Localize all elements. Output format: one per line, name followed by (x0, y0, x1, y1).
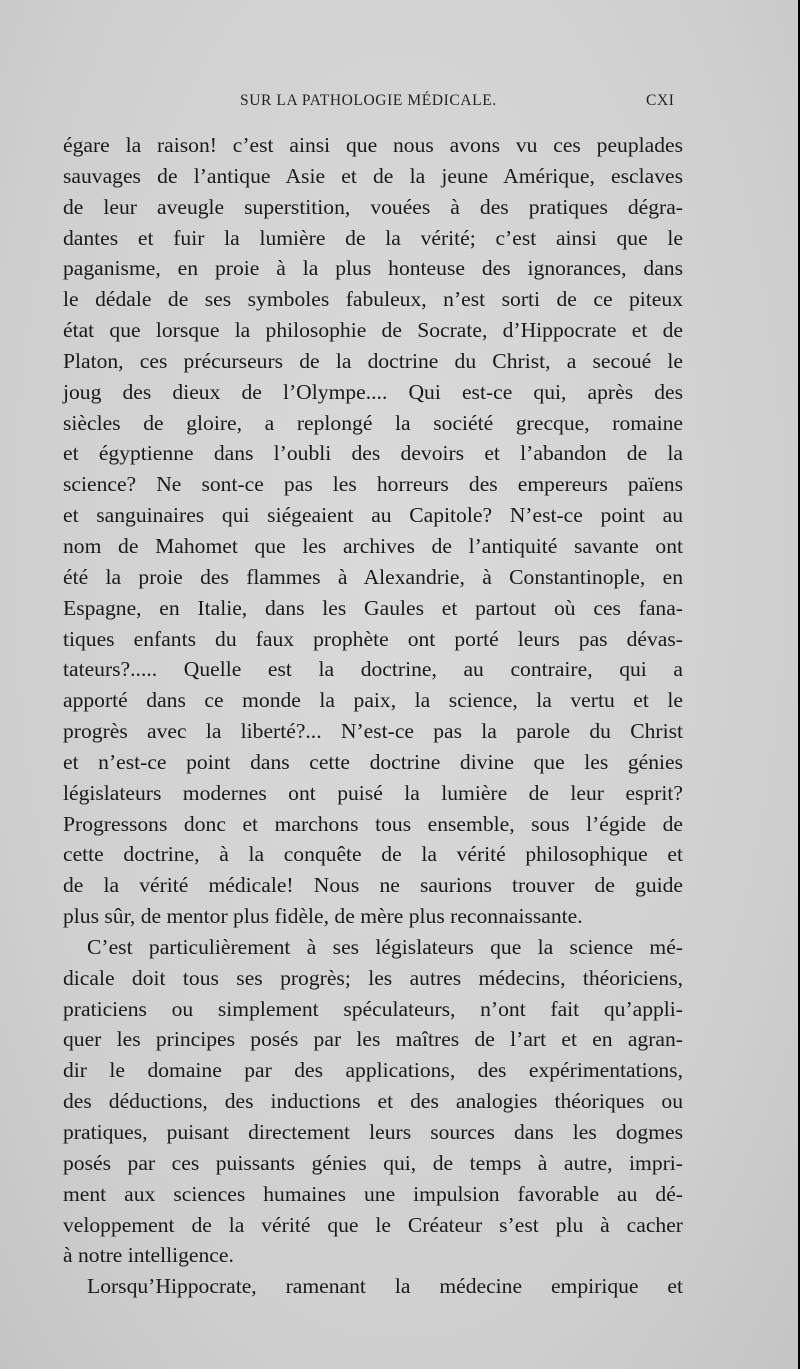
text-line: dicale doit tous ses progrès; les autres médecins, théoriciens, (63, 965, 683, 990)
text-line: égare la raison! c’est ainsi que nous avons vu ces peuplades (63, 133, 683, 157)
text-line: Platon, ces précurseurs de la doctrine du Christ, a secoué le (63, 348, 683, 373)
text-line: Espagne, en Italie, dans les Gaules et partout où ces fana- (63, 595, 683, 620)
text-line: sauvages de l’antique Asie et de la jeune Amérique, esclaves (63, 163, 683, 188)
text-line: et sanguinaires qui siégeaient au Capitole? N’est-ce point au (63, 503, 683, 528)
text-line: dir le domaine par des applications, des expérimentations, (63, 1058, 683, 1083)
text-line: de leur aveugle superstition, vouées à des pratiques dégra- (63, 194, 683, 219)
text-line: paganisme, en proie à la plus honteuse des ignorances, dans (63, 256, 683, 281)
text-line: le dédale de ses symboles fabuleux, n’est sorti de ce piteux (63, 287, 683, 312)
text-line: praticiens ou simplement spéculateurs, n’ont fait qu’appli- (63, 996, 683, 1021)
text-line: veloppement de la vérité que le Créateur s’est plu à cacher (63, 1212, 683, 1237)
text-line: tateurs?..... Quelle est la doctrine, au contraire, qui a (63, 657, 683, 682)
text-line: ment aux sciences humaines une impulsion favorable au dé- (63, 1181, 683, 1206)
text-line: Progressons donc et marchons tous ensemble, sous l’égide de (63, 811, 683, 836)
text-line: état que lorsque la philosophie de Socrate, d’Hippocrate et de (63, 318, 683, 343)
text-line: science? Ne sont-ce pas les horreurs des empereurs païens (63, 472, 683, 497)
page-number: CXI (646, 92, 675, 109)
text-line: progrès avec la liberté?... N’est-ce pas la parole du Christ (63, 719, 683, 744)
text-line: quer les principes posés par les maîtres de l’art et en agran- (63, 1027, 683, 1052)
paragraph-first-line: Lorsqu’Hippocrate, ramenant la médecine empirique et (87, 1274, 683, 1299)
paragraph-first-line: C’est particulièrement à ses législateurs que la science mé- (87, 934, 683, 959)
text-line: siècles de gloire, a replongé la société grecque, romaine (63, 410, 683, 435)
text-line: législateurs modernes ont puisé la lumière de leur esprit? (63, 780, 683, 805)
text-line: joug des dieux de l’Olympe.... Qui est-ce qui, après des (63, 379, 683, 404)
text-line: cette doctrine, à la conquête de la vérité philosophique et (63, 842, 683, 867)
text-line: de la vérité médicale! Nous ne saurions trouver de guide (63, 873, 683, 898)
text-line: été la proie des flammes à Alexandrie, à Constantinople, en (63, 564, 683, 589)
paragraph-last-line: à notre intelligence. (63, 1243, 234, 1268)
text-line: tiques enfants du faux prophète ont porté leurs pas dévas- (63, 626, 683, 651)
text-line: posés par ces puissants génies qui, de temps à autre, impri- (63, 1150, 683, 1175)
text-line: pratiques, puisant directement leurs sources dans les dogmes (63, 1120, 683, 1144)
text-line: et n’est-ce point dans cette doctrine divine que les génies (63, 749, 683, 774)
body-text (63, 130, 683, 1302)
text-line: et égyptienne dans l’oubli des devoirs et l’abandon de la (63, 441, 683, 466)
text-line: dantes et fuir la lumière de la vérité; c’est ainsi que le (63, 225, 683, 250)
text-line: des déductions, des inductions et des analogies théoriques ou (63, 1089, 683, 1114)
text-line: apporté dans ce monde la paix, la science, la vertu et le (63, 688, 683, 713)
paragraph-last-line: plus sûr, de mentor plus fidèle, de mère plus reconnaissante. (63, 904, 583, 929)
running-title: SUR LA PATHOLOGIE MÉDICALE. (240, 92, 497, 109)
page-header (0, 92, 798, 118)
text-line: nom de Mahomet que les archives de l’antiquité savante ont (63, 533, 683, 558)
